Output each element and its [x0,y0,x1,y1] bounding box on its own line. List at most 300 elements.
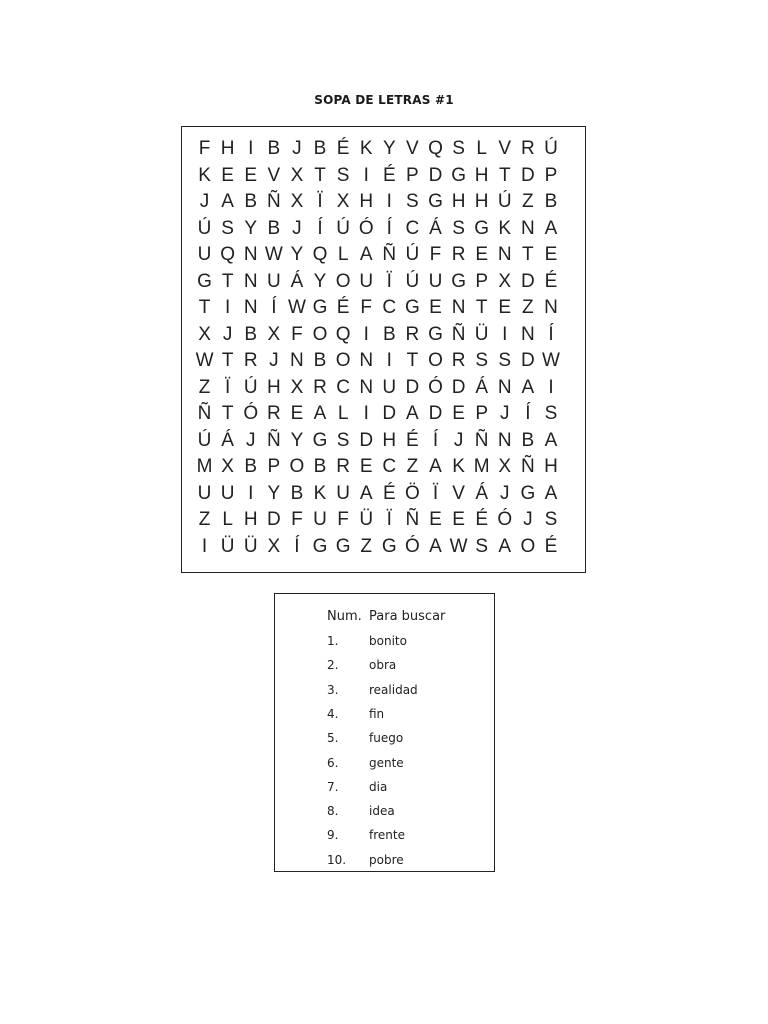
grid-letter[interactable]: Á [475,376,489,398]
word-to-find: gente [369,755,404,770]
word-list-item [327,683,489,697]
grid-letter[interactable]: C [382,456,397,478]
word-to-find: dia [369,779,388,794]
grid-letter[interactable]: O [335,270,351,292]
grid-letter[interactable]: A [313,403,327,425]
grid-letter[interactable]: U [266,270,281,292]
grid-letter[interactable]: Q [428,138,443,160]
grid-letter[interactable]: H [243,509,258,531]
grid-letter[interactable]: Q [312,244,328,266]
grid-letter[interactable]: E [244,164,258,186]
grid-letter[interactable]: K [498,217,512,239]
grid-letter[interactable]: É [336,138,350,160]
grid-letter[interactable]: H [451,191,466,213]
grid-letter[interactable]: I [386,350,392,372]
grid-letter[interactable]: A [221,191,234,213]
grid-letter[interactable]: Í [271,297,277,319]
grid-letter[interactable]: Á [290,270,304,292]
grid-row [193,348,563,375]
grid-letter[interactable]: D [266,509,281,531]
grid-letter[interactable]: Y [290,429,304,451]
grid-letter[interactable]: S [544,403,558,425]
grid-letter[interactable]: Ü [220,535,235,557]
grid-letter[interactable]: N [497,244,512,266]
grid-letter[interactable]: P [475,403,489,425]
grid-letter[interactable]: F [360,297,372,319]
word-list-item [327,707,489,721]
grid-letter[interactable]: E [452,509,465,531]
grid-letter[interactable]: N [497,429,512,451]
grid-letter[interactable]: U [197,244,212,266]
grid-letter[interactable]: J [523,509,533,531]
grid-row [193,534,563,561]
grid-letter[interactable]: Z [522,191,534,213]
grid-letter[interactable]: R [451,244,466,266]
num-column-header: Num. [327,609,362,624]
grid-letter[interactable]: A [359,482,373,504]
grid-letter[interactable]: R [520,138,535,160]
grid-letter[interactable]: N [497,376,512,398]
grid-letter[interactable]: Ï [432,482,439,504]
word-list-item [327,804,489,818]
grid-letter[interactable]: Ñ [266,191,281,213]
grid-letter[interactable]: Ñ [382,244,397,266]
grid-letter[interactable]: R [451,350,466,372]
grid-letter[interactable]: Ñ [451,323,466,345]
word-to-find: realidad [369,682,418,697]
grid-letter[interactable]: N [520,217,535,239]
grid-letter[interactable]: Á [429,217,442,239]
grid-letter[interactable]: H [382,429,397,451]
grid-letter[interactable]: Ú [197,429,212,451]
grid-letter[interactable]: G [312,535,328,557]
grid-letter[interactable]: G [451,270,466,292]
grid-letter[interactable]: Ú [405,270,420,292]
grid-letter[interactable]: T [221,350,234,372]
grid-letter[interactable]: K [198,164,211,186]
grid-letter[interactable]: I [363,323,369,345]
grid-letter[interactable]: B [244,191,258,213]
grid-letter[interactable]: É [382,482,396,504]
grid-letter[interactable]: O [335,350,351,372]
grid-letter[interactable]: G [451,164,466,186]
grid-letter[interactable]: G [312,297,328,319]
word-number: 6. [327,755,339,770]
grid-letter[interactable]: X [198,323,211,345]
grid-letter[interactable]: C [382,297,397,319]
grid-letter[interactable]: I [502,323,508,345]
grid-letter[interactable]: O [312,323,328,345]
grid-letter[interactable]: L [222,509,233,531]
word-list-item [327,731,489,745]
grid-letter[interactable]: B [313,350,327,372]
grid-letter[interactable]: D [428,403,443,425]
grid-letter[interactable]: J [453,429,464,451]
word-to-find: frente [369,828,405,843]
grid-letter[interactable]: T [522,244,534,266]
grid-letter[interactable]: P [544,164,558,186]
grid-letter[interactable]: A [544,217,558,239]
word-number: 4. [327,706,339,721]
grid-letter[interactable]: F [291,323,303,345]
grid-letter[interactable]: G [197,270,212,292]
grid-letter[interactable]: X [290,164,304,186]
grid-letter[interactable]: Z [198,509,211,531]
grid-letter[interactable]: Z [198,376,211,398]
grid-letter[interactable]: J [245,429,256,451]
grid-letter[interactable]: É [336,297,350,319]
grid-letter[interactable]: I [363,403,369,425]
grid-letter[interactable]: D [428,164,443,186]
grid-letter[interactable]: D [359,429,374,451]
word-number: 1. [327,634,339,648]
grid-letter[interactable]: Y [244,217,258,239]
grid-letter[interactable]: J [500,403,510,425]
grid-letter[interactable]: N [290,350,304,372]
grid-letter[interactable]: P [267,456,281,478]
grid-letter[interactable]: N [451,297,466,319]
grid-letter[interactable]: B [267,138,281,160]
word-to-find: pobre [369,852,404,867]
grid-letter[interactable]: L [476,138,487,160]
grid-letter[interactable]: T [198,297,211,319]
grid-letter[interactable]: D [520,164,535,186]
grid-letter[interactable]: S [221,217,234,239]
grid-letter[interactable]: F [337,509,349,531]
grid-letter[interactable]: J [292,217,302,239]
grid-row [193,428,563,455]
word-number: 7. [327,779,339,794]
grid-letter[interactable]: Ï [317,191,323,213]
grid-letter[interactable]: B [244,323,258,345]
grid-letter[interactable]: Ñ [520,456,535,478]
grid-letter[interactable]: N [520,323,535,345]
grid-letter[interactable]: L [337,244,349,266]
grid-letter[interactable]: T [221,270,234,292]
grid-letter[interactable]: J [199,191,210,213]
word-to-find: obra [369,658,397,673]
grid-letter[interactable]: K [452,456,465,478]
grid-letter[interactable]: Z [406,456,419,478]
grid-letter[interactable]: E [429,297,442,319]
grid-letter[interactable]: T [475,297,488,319]
grid-letter[interactable]: R [405,323,420,345]
grid-letter[interactable]: U [220,482,235,504]
grid-letter[interactable]: Ú [243,376,258,398]
grid-letter[interactable]: Ñ [266,429,281,451]
grid-letter[interactable]: T [406,350,419,372]
grid-letter[interactable]: G [335,535,351,557]
grid-letter[interactable]: Ü [474,323,489,345]
grid-letter[interactable]: H [474,164,489,186]
grid-letter[interactable]: V [498,138,512,160]
word-list-item [327,853,489,867]
grid-letter[interactable]: D [382,403,397,425]
grid-letter[interactable]: J [500,482,510,504]
grid-letter[interactable]: Ï [225,376,231,398]
grid-row [193,481,563,508]
grid-letter[interactable]: S [498,350,512,372]
grid-letter[interactable]: X [267,535,281,557]
grid-row [193,375,563,402]
grid-letter[interactable]: B [267,217,281,239]
grid-letter[interactable]: E [429,509,442,531]
grid-letter[interactable]: I [225,297,231,319]
grid-letter[interactable]: D [520,270,535,292]
grid-letter[interactable]: Ü [359,509,374,531]
grid-row [193,401,563,428]
grid-letter[interactable]: É [382,164,396,186]
grid-letter[interactable]: F [198,138,211,160]
grid-letter[interactable]: I [548,376,554,398]
grid-letter[interactable]: T [314,164,326,186]
grid-letter[interactable]: Y [290,244,304,266]
grid-letter[interactable]: V [406,138,419,160]
grid-letter[interactable]: Ó [358,217,374,239]
grid-letter[interactable]: Í [317,217,323,239]
grid-letter[interactable]: V [452,482,465,504]
grid-letter[interactable]: Y [382,138,396,160]
grid-letter[interactable]: B [544,191,558,213]
word-to-find: fuego [369,731,404,746]
grid-letter[interactable]: B [290,482,304,504]
word-list-item [327,756,489,770]
grid-letter[interactable]: I [386,191,392,213]
word-number: 9. [327,828,339,843]
grid-letter[interactable]: E [544,244,558,266]
grid-letter[interactable]: R [336,456,350,478]
grid-letter[interactable]: S [336,164,350,186]
grid-letter[interactable]: Í [294,535,300,557]
grid-letter[interactable]: H [266,376,281,398]
grid-letter[interactable]: I [248,138,254,160]
word-list-item [327,658,489,672]
grid-letter[interactable]: S [406,191,419,213]
grid-letter[interactable]: E [359,456,373,478]
word-to-find: fin [369,706,385,721]
grid-letter[interactable]: J [222,323,233,345]
grid-letter[interactable]: N [243,244,258,266]
grid-letter[interactable]: B [521,429,535,451]
grid-letter[interactable]: W [195,350,214,372]
grid-letter[interactable]: R [266,403,281,425]
grid-letter[interactable]: C [336,376,350,398]
grid-letter[interactable]: V [267,164,281,186]
grid-letter[interactable]: K [359,138,373,160]
grid-letter[interactable]: A [544,482,558,504]
grid-letter[interactable]: X [290,191,304,213]
grid-letter[interactable]: E [221,164,234,186]
grid-letter[interactable]: Ó [405,535,420,557]
word-number: 3. [327,682,339,697]
grid-letter[interactable]: Ñ [474,429,489,451]
grid-letter[interactable]: X [498,456,512,478]
grid-letter[interactable]: Ú [544,138,558,160]
grid-letter[interactable]: N [544,297,558,319]
grid-letter[interactable]: U [197,482,212,504]
grid-letter[interactable]: U [428,270,443,292]
grid-row [193,136,563,163]
grid-letter[interactable]: D [451,376,466,398]
grid-letter[interactable]: G [405,297,420,319]
grid-letter[interactable]: X [267,323,281,345]
grid-letter[interactable]: Ó [497,509,513,531]
grid-letter[interactable]: B [244,456,258,478]
grid-letter[interactable]: J [269,350,279,372]
grid-letter[interactable]: B [382,323,396,345]
grid-letter[interactable]: E [290,403,304,425]
word-number: 10. [327,852,347,867]
grid-letter[interactable]: P [406,164,419,186]
grid-letter[interactable]: S [475,535,489,557]
word-list-item [327,828,489,842]
grid-letter[interactable]: O [520,535,536,557]
grid-letter[interactable]: Ñ [197,403,212,425]
word-to-find: bonito [369,634,407,648]
grid-letter[interactable]: T [498,164,511,186]
grid-letter[interactable]: Z [360,535,372,557]
grid-letter[interactable]: I [363,164,369,186]
word-column-header: Para buscar [369,609,446,624]
grid-letter[interactable]: Ú [336,217,350,239]
grid-letter[interactable]: T [221,403,234,425]
grid-letter[interactable]: Q [335,323,351,345]
grid-letter[interactable]: C [405,217,420,239]
grid-letter[interactable]: Ö [405,482,420,504]
grid-letter[interactable]: A [498,535,512,557]
grid-letter[interactable]: U [336,482,350,504]
grid-letter[interactable]: B [313,138,327,160]
grid-letter[interactable]: N [359,376,374,398]
grid-letter[interactable]: R [243,350,258,372]
grid-letter[interactable]: Ñ [405,509,420,531]
grid-letter[interactable]: H [544,456,558,478]
grid-letter[interactable]: B [313,456,327,478]
grid-letter[interactable]: É [544,270,558,292]
grid-row [193,295,563,322]
grid-letter[interactable]: Á [475,482,489,504]
grid-letter[interactable]: X [336,191,350,213]
grid-letter[interactable]: N [243,270,258,292]
grid-letter[interactable]: É [475,509,489,531]
grid-row [193,269,563,296]
grid-letter[interactable]: A [544,429,558,451]
grid-letter[interactable]: A [429,535,442,557]
grid-letter[interactable]: G [428,191,443,213]
grid-letter[interactable]: E [475,244,489,266]
grid-letter[interactable]: Í [525,403,531,425]
grid-letter[interactable]: G [312,429,328,451]
grid-letter[interactable]: S [475,350,489,372]
grid-letter[interactable]: I [248,482,254,504]
grid-letter[interactable]: J [292,138,302,160]
grid-letter[interactable]: W [449,535,468,557]
grid-letter[interactable]: S [452,217,465,239]
grid-letter[interactable]: G [381,535,397,557]
grid-letter[interactable]: É [406,429,419,451]
grid-letter[interactable]: G [520,482,536,504]
grid-letter[interactable]: X [221,456,234,478]
grid-letter[interactable]: U [313,509,327,531]
grid-letter[interactable]: Í [432,429,439,451]
grid-letter[interactable]: Ú [197,217,212,239]
grid-letter[interactable]: D [520,350,535,372]
grid-letter[interactable]: G [428,323,443,345]
grid-letter[interactable]: W [287,297,306,319]
grid-letter[interactable]: Y [313,270,327,292]
grid-letter[interactable]: A [429,456,442,478]
grid-row [193,216,563,243]
grid-letter[interactable]: W [264,244,283,266]
grid-letter[interactable]: P [475,270,489,292]
grid-letter[interactable]: N [243,297,258,319]
grid-letter[interactable]: Á [221,429,234,451]
grid-letter[interactable]: M [196,456,213,478]
grid-letter[interactable]: S [544,509,558,531]
grid-letter[interactable]: F [429,244,442,266]
grid-letter[interactable]: S [336,429,350,451]
grid-row [193,322,563,349]
grid-letter[interactable]: U [382,376,397,398]
grid-row [193,242,563,269]
grid-letter[interactable]: A [406,403,419,425]
grid-letter[interactable]: Y [267,482,281,504]
grid-letter[interactable]: H [220,138,235,160]
grid-letter[interactable]: H [474,191,489,213]
grid-letter[interactable]: Í [548,323,554,345]
puzzle-title: SOPA DE LETRAS #1 [314,93,454,107]
grid-letter[interactable]: I [201,535,208,557]
grid-letter[interactable]: Í [386,217,392,239]
letter-grid-box [181,126,586,573]
grid-letter[interactable]: Q [220,244,236,266]
grid-letter[interactable]: E [452,403,465,425]
grid-letter[interactable]: Ï [386,509,392,531]
grid-letter[interactable]: Ï [386,270,392,292]
grid-letter[interactable]: G [474,217,490,239]
grid-letter[interactable]: M [473,456,490,478]
grid-letter[interactable]: X [290,376,304,398]
grid-letter[interactable]: U [359,270,374,292]
grid-letter[interactable]: R [313,376,327,398]
grid-letter[interactable]: Ó [428,376,443,398]
grid-row [193,454,563,481]
grid-letter[interactable]: A [359,244,373,266]
grid-letter[interactable]: F [291,509,303,531]
grid-letter[interactable]: D [405,376,420,398]
word-number: 2. [327,658,339,673]
grid-letter[interactable]: Z [522,297,534,319]
grid-letter[interactable]: Ü [243,535,258,557]
grid-letter[interactable]: E [498,297,512,319]
grid-letter[interactable]: X [498,270,512,292]
grid-letter[interactable]: Ú [405,244,420,266]
grid-letter[interactable]: O [428,350,443,372]
grid-letter[interactable]: Ó [243,403,259,425]
grid-letter[interactable]: W [541,350,560,372]
letter-grid [193,136,563,560]
grid-letter[interactable]: N [359,350,374,372]
word-list-header [327,609,489,624]
grid-letter[interactable]: A [521,376,535,398]
grid-letter[interactable]: H [359,191,374,213]
grid-letter[interactable]: É [544,535,558,557]
grid-letter[interactable]: Ú [497,191,512,213]
grid-letter[interactable]: K [313,482,327,504]
grid-letter[interactable]: S [452,138,465,160]
grid-letter[interactable]: L [337,403,349,425]
grid-letter[interactable]: O [289,456,305,478]
